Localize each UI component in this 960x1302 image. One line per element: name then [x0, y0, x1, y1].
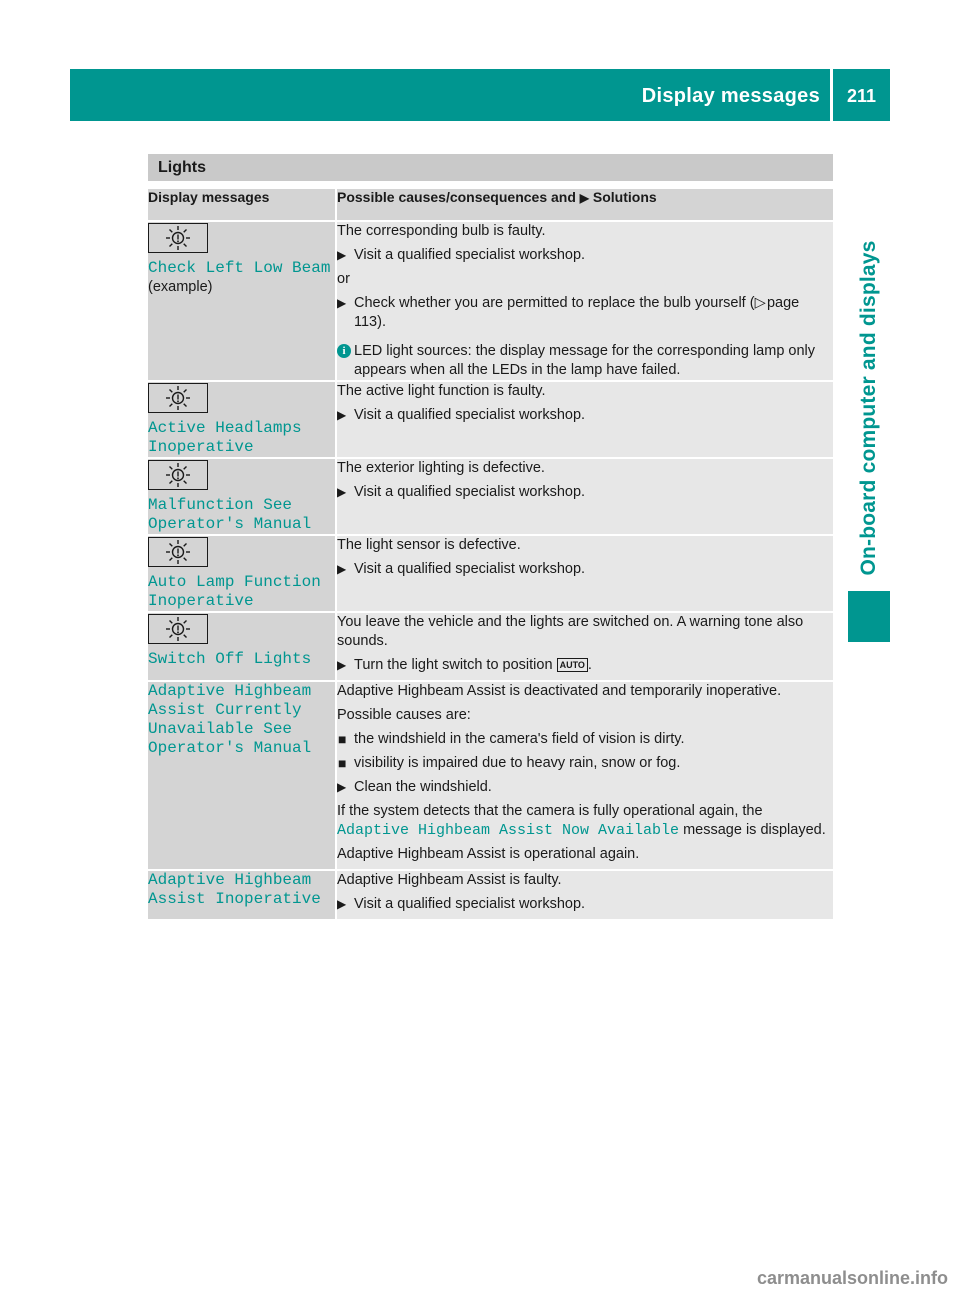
status-text: Adaptive Highbeam Assist is operational again.: [337, 846, 640, 862]
page-header: [70, 69, 890, 121]
display-message: Switch Off Lights: [148, 650, 312, 668]
message-cell: [148, 681, 336, 870]
bulb-warning-icon: [148, 537, 208, 567]
section-title: Lights: [148, 154, 833, 181]
cause-text: The light sensor is defective.: [337, 537, 521, 553]
solution-cell: [336, 458, 833, 535]
display-messages-table: [148, 189, 833, 919]
arrow-icon: ▶: [337, 485, 347, 499]
display-message: Adaptive Highbeam Assist Inoperative: [148, 871, 321, 908]
solution-step: [337, 406, 833, 425]
page-ref-icon: ▷: [754, 295, 767, 311]
table-row: [148, 458, 833, 535]
message-cell: [148, 870, 336, 919]
bulb-warning-icon: [148, 223, 208, 253]
list-item-text: the windshield in the camera's field of vision is dirty.: [354, 731, 685, 747]
solution-step-text: Visit a qualified specialist workshop.: [354, 896, 586, 912]
or-text: or: [337, 271, 350, 287]
table-row: [148, 870, 833, 919]
display-message: Malfunction See Operator's Manual: [148, 496, 312, 533]
solution-step: [337, 656, 833, 675]
info-text: LED light sources: the display message for the corresponding lamp only appears when all the LEDs in the lamp have failed.: [354, 343, 816, 378]
display-message: Auto Lamp Function Inoperative: [148, 573, 321, 610]
display-message: Adaptive Highbeam Assist Currently Unavailable See Operator's Manual: [148, 682, 312, 757]
page-number: 211: [846, 86, 877, 106]
solution-step: [337, 246, 833, 265]
arrow-icon: ▶: [337, 897, 347, 911]
table-row: [148, 681, 833, 870]
watermark: carmanualsonline.info: [756, 1268, 948, 1288]
solution-cell: [336, 612, 833, 681]
solution-step-text: Clean the windshield.: [354, 779, 492, 795]
message-cell: [148, 381, 336, 458]
bulb-warning-icon: [148, 383, 208, 413]
auto-switch-icon: AUTO: [557, 658, 588, 672]
arrow-icon: ▶: [337, 296, 347, 310]
message-cell: [148, 612, 336, 681]
cause-text: You leave the vehicle and the lights are switched on. A warning tone also sounds.: [337, 614, 804, 649]
solution-cell: [336, 221, 833, 381]
solution-cell: [336, 870, 833, 919]
page-reference[interactable]: page 113).: [354, 295, 800, 330]
header-title: Display messages: [641, 85, 820, 107]
arrow-icon: ▶: [337, 562, 347, 576]
solution-cell: [336, 381, 833, 458]
system-note-end: message is displayed.: [683, 822, 826, 838]
column-header-solutions: [336, 189, 833, 221]
cause-text: Adaptive Highbeam Assist is deactivated and temporarily inoperative.: [337, 683, 782, 699]
solution-step-end: .: [587, 657, 592, 673]
cause-text: The exterior lighting is defective.: [337, 460, 545, 476]
solution-step-text: Turn the light switch to position: [354, 657, 553, 673]
solution-cell: [336, 535, 833, 612]
display-message: Active Headlamps Inoperative: [148, 419, 302, 456]
solution-step-text: Visit a qualified specialist workshop.: [354, 247, 586, 263]
causes-intro: Possible causes are:: [337, 707, 471, 723]
message-cell: [148, 535, 336, 612]
system-note: [337, 802, 833, 840]
arrow-icon: ▶: [579, 191, 590, 205]
system-note-text: If the system detects that the camera is fully operational again, the: [337, 803, 763, 819]
column-header-solutions-text: Possible causes/consequences and: [337, 189, 576, 205]
list-item-text: visibility is impaired due to heavy rain, snow or fog.: [354, 755, 681, 771]
column-header-solutions-label: Solutions: [592, 189, 657, 205]
table-header-row: [148, 189, 833, 221]
example-note: (example): [148, 279, 213, 295]
column-header-messages: Display messages: [148, 189, 336, 221]
list-item: [337, 730, 833, 749]
cause-text: Adaptive Highbeam Assist is faulty.: [337, 872, 562, 888]
table-row: [148, 535, 833, 612]
solution-step-text: Check whether you are permitted to replace the bulb yourself (: [354, 295, 755, 311]
bulb-warning-icon: [148, 614, 208, 644]
solution-step-text: Visit a qualified specialist workshop.: [354, 407, 586, 423]
solution-step: [337, 294, 833, 332]
solution-step-text: Visit a qualified specialist workshop.: [354, 484, 586, 500]
table-row: [148, 221, 833, 381]
message-cell: [148, 458, 336, 535]
solution-cell: [336, 681, 833, 870]
bullet-icon: ■: [338, 755, 347, 771]
arrow-icon: ▶: [337, 658, 347, 672]
table-row: [148, 381, 833, 458]
bullet-icon: ■: [338, 731, 347, 747]
display-message-inline: Adaptive Highbeam Assist Now Available: [337, 822, 680, 839]
solution-step: [337, 778, 833, 797]
arrow-icon: ▶: [337, 780, 347, 794]
solution-step: [337, 483, 833, 502]
solution-step: [337, 895, 833, 914]
solution-step-text: Visit a qualified specialist workshop.: [354, 561, 586, 577]
solution-step: [337, 560, 833, 579]
info-icon: i: [337, 344, 351, 358]
side-chapter-label: On-board computer and displays: [857, 240, 880, 576]
table-row: [148, 612, 833, 681]
message-cell: [148, 221, 336, 381]
info-note: [337, 342, 833, 380]
cause-text: The corresponding bulb is faulty.: [337, 223, 546, 239]
cause-text: The active light function is faulty.: [337, 383, 546, 399]
list-item: [337, 754, 833, 773]
display-message: Check Left Low Beam: [148, 259, 331, 277]
bulb-warning-icon: [148, 460, 208, 490]
side-marker: [848, 591, 890, 642]
arrow-icon: ▶: [337, 408, 347, 422]
arrow-icon: ▶: [337, 248, 347, 262]
